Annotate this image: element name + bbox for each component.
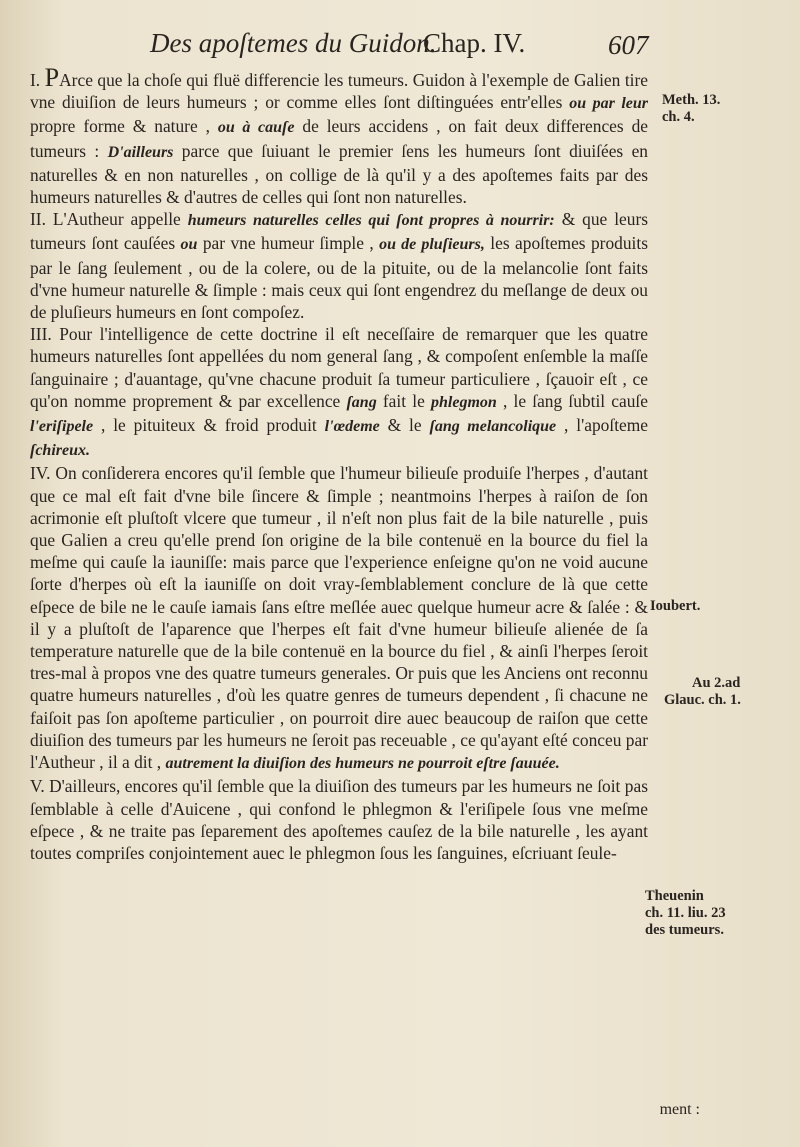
italic-phrase: ſang bbox=[346, 393, 377, 411]
paragraph-text: par vne humeur ſimple , bbox=[197, 233, 380, 254]
paragraph-2 bbox=[30, 208, 648, 323]
paragraph-text: de leurs accidens , on fait deux differences de tumeurs : bbox=[30, 116, 648, 161]
paragraph-text: Pour l'intelligence de cette doctrine il eſt neceſſaire de remarquer que les quatre humeurs naturelles ſont appellées du nom general ſang , & compoſent enſemble la maſſe ſanguinaire ; d'auantage, qu'vne chacune produit ſa tumeur particuliere , ſçauoir eſt , ce qu'on nomme proprement & par excellence bbox=[30, 324, 648, 411]
paragraph-text: D'ailleurs, encores qu'il ſemble que la diuiſion des tumeurs par les humeurs ne ſoit pas ſemblable à celle d'Auicene , qui confond le phlegmon & l'eriſipele ſous vne meſme eſpece , & ne traite pas ſeparement des apoſtemes cauſez de la bile naturelle , les ayant toutes compriſes conjointement auec le phlegmon ſous les ſanguines, eſcriuant ſeule- bbox=[30, 776, 648, 863]
paragraph-number: I. bbox=[30, 70, 41, 90]
italic-phrase: phlegmon bbox=[431, 393, 497, 411]
paragraph-5 bbox=[30, 775, 648, 864]
chapter-label: Chap. IV. bbox=[423, 28, 526, 58]
margin-note-theuenin bbox=[645, 888, 726, 939]
margin-note-meth bbox=[662, 92, 720, 126]
drop-cap: P bbox=[44, 63, 60, 92]
italic-phrase: ſang melancolique bbox=[429, 418, 557, 436]
paragraph-text: fait le bbox=[376, 390, 431, 411]
italic-phrase: l'œdeme bbox=[324, 418, 380, 436]
italic-phrase: autrement la diuiſion des humeurs ne pourroit eſtre ſauuée. bbox=[165, 755, 560, 773]
italic-phrase: l'eriſipele bbox=[30, 418, 94, 436]
paragraph-text: , l'apoſteme bbox=[556, 415, 648, 436]
paragraph-text: les apoſtemes produits par le ſang ſeulement , ou de la colere, ou de la pituite, ou de la melancolie ſont faits d'vne humeur naturelle & ſimple : mais ceux qui ſont engendrez du meſlange de deux ou de pluſieurs humeurs en ſont compoſez. bbox=[30, 233, 648, 323]
margin-note-line: des tumeurs. bbox=[645, 922, 724, 938]
paragraph-1 bbox=[30, 63, 649, 208]
paragraph-text: L'Autheur appelle bbox=[45, 209, 188, 230]
margin-note-line: Meth. 13. bbox=[662, 92, 721, 108]
paragraph-3 bbox=[30, 323, 648, 462]
paragraph-text: On conſiderera encores qu'il ſemble que l'humeur bilieuſe produiſe l'herpes , d'autant que ce mal eſt fait d'vne bile ſincere & ſimple ; neantmoins l'herpes à raiſon de ſon acrimonie eſt pluſtoſt vlcere que tumeur , il n'eſt non plus fait de la bile naturelle , puis que Galien a creu qu'elle prend ſon origine de la bile contenuë en la bource du fiel la meſme qui cauſe la iauniſſe: mais parce que l'experience enſeigne qu'on ne void aucune ſorte d'herpes où eſt la iauniſſe on doit vray-ſemblablement conclure de là que cette eſpece de bile ne le cauſe iamais ſans eſtre meſlée auec quelque humeur acre & ſalée : & il y a pluſtoſt de l'aparence que l'herpes eſt fait d'vne humeur bilieuſe alienée de ſa temperature naturelle que de la bile contenuë en la bource du fiel , & ainſi l'herpes ſeroit tres-mal à propos vne des quatre tumeurs generales. Or puis que les Anciens ont reconnu quatre humeurs naturelles , d'où les quatre genres de tumeurs dependent , ſi chacune ne faiſoit pas ſon apoſteme particulier , on pourroit dire auec beaucoup de raiſon que cette diuiſion des tumeurs par les humeurs ne ſeroit pas receuable , ce qu'ayant eſté conceu par l'Autheur , il a dit , bbox=[30, 463, 648, 773]
margin-note-line: Ioubert. bbox=[650, 598, 701, 614]
page-number: 607 bbox=[608, 30, 649, 60]
margin-note-line: ch. 11. liu. 23 bbox=[645, 905, 726, 921]
paragraph-text: Arce que la choſe qui fluë differencie les tumeurs. Guidon à l'exemple de Galien tire vne diuiſion de leurs humeurs ; or comme elles ſont diſtinguées entr'elles bbox=[30, 70, 648, 113]
italic-phrase: D'ailleurs bbox=[107, 143, 174, 161]
italic-phrase: ſchireux. bbox=[30, 442, 90, 460]
italic-phrase: ou par leur bbox=[569, 95, 649, 113]
paragraph-text: parce que ſuiuant le premier ſens les humeurs ſont diuiſées en naturelles & en non naturelles , on collige de là qu'il y a des apoſtemes faits par des humeurs naturelles & d'autres de celles qui ſont non naturelles. bbox=[30, 140, 648, 208]
italic-phrase: ou bbox=[180, 236, 198, 254]
paragraph-number: V. bbox=[30, 776, 45, 797]
margin-note-line: Au 2.ad bbox=[692, 675, 741, 691]
italic-phrase: ou à cauſe bbox=[217, 119, 295, 137]
margin-note-ioubert bbox=[650, 598, 700, 615]
margin-note-line: ch. 4. bbox=[662, 109, 695, 125]
paragraph-text: propre forme & nature , bbox=[30, 116, 218, 137]
italic-phrase: ou de pluſieurs, bbox=[379, 236, 485, 254]
margin-note-line: Glauc. ch. 1. bbox=[664, 692, 741, 708]
paragraph-number: IV. bbox=[30, 463, 51, 484]
paragraph-text: & le bbox=[379, 415, 430, 436]
paragraph-4 bbox=[30, 462, 648, 775]
main-text bbox=[30, 63, 649, 864]
margin-note-glauc bbox=[664, 675, 741, 709]
catchword: ment : bbox=[659, 1101, 700, 1118]
italic-phrase: humeurs naturelles celles qui ſont propres à nourrir: bbox=[187, 212, 555, 230]
margin-note-line: Theuenin bbox=[645, 888, 704, 904]
paragraph-text: , le ſang ſubtil cauſe bbox=[496, 390, 648, 411]
running-title: Des apoſtemes du Guidon. bbox=[150, 28, 437, 58]
paragraph-text: & que leurs tumeurs ſont cauſées bbox=[30, 209, 649, 254]
paragraph-text: , le pituiteux & froid produit bbox=[93, 415, 325, 436]
paragraph-number: II. bbox=[30, 209, 46, 230]
paragraph-number: III. bbox=[30, 324, 52, 345]
running-header bbox=[150, 28, 660, 68]
